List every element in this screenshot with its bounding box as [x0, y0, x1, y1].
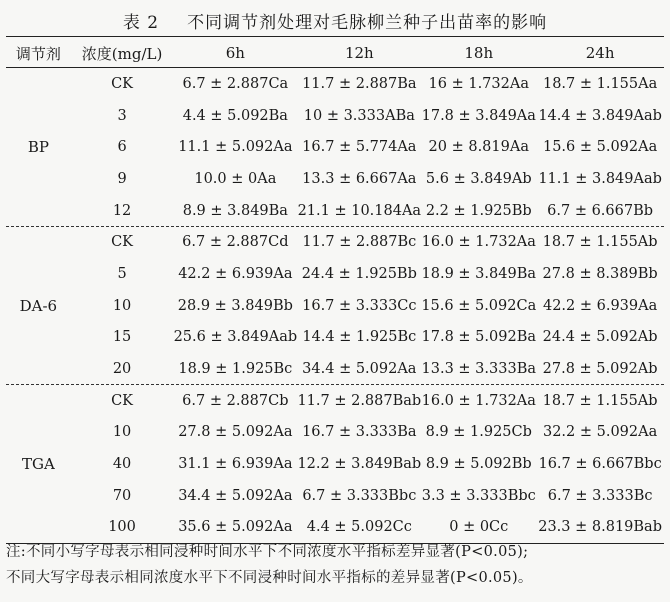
value-12h-cell: 21.1 ± 10.184Aa: [297, 202, 422, 219]
header-cell-24h: 24h: [585, 44, 615, 62]
table-row: [6, 417, 664, 449]
value-6h-cell: 8.9 ± 3.849Ba: [182, 202, 288, 219]
value-12h-cell: 16.7 ± 3.333Ba: [302, 424, 417, 441]
value-12h-cell: 16.7 ± 5.774Aa: [302, 139, 417, 156]
value-18h-cell: 8.9 ± 1.925Cb: [425, 424, 532, 441]
value-6h-cell: 27.8 ± 5.092Aa: [178, 424, 293, 441]
table-row: [6, 290, 664, 322]
table-row: [6, 226, 664, 258]
value-18h-cell: 2.2 ± 1.925Bb: [425, 202, 532, 219]
value-18h-cell: 0 ± 0Cc: [449, 519, 509, 536]
concentration-cell: CK: [111, 75, 134, 92]
header-cell-18h: 18h: [464, 44, 494, 62]
value-6h-cell: 6.7 ± 2.887Ca: [182, 75, 289, 92]
data-table: [6, 38, 664, 543]
value-12h-cell: 34.4 ± 5.092Aa: [302, 361, 417, 378]
value-24h-cell: 23.3 ± 8.819Bab: [538, 519, 662, 536]
table-row: [6, 195, 664, 227]
table-row: [6, 163, 664, 195]
header-cell-regulator: 调节剂: [15, 44, 61, 63]
value-18h-cell: 5.6 ± 3.849Ab: [425, 170, 532, 187]
value-18h-cell: 13.3 ± 3.333Ba: [421, 361, 536, 378]
concentration-cell: CK: [111, 234, 134, 251]
concentration-cell: 10: [112, 297, 132, 314]
value-12h-cell: 12.2 ± 3.849Bab: [297, 456, 422, 473]
table-row: [6, 512, 664, 544]
header-cell-12h: 12h: [344, 44, 374, 62]
footnote-lowercase: 注:不同小写字母表示相同浸种时间水平下不同浓度水平指标差异显著(P<0.05);: [6, 544, 529, 560]
value-6h-cell: 42.2 ± 6.939Aa: [178, 265, 293, 282]
value-12h-cell: 4.4 ± 5.092Cc: [306, 519, 412, 536]
concentration-cell: 10: [112, 424, 132, 441]
value-24h-cell: 18.7 ± 1.155Aa: [542, 75, 658, 92]
value-24h-cell: 27.8 ± 8.389Bb: [542, 265, 658, 282]
table-caption: [0, 8, 670, 33]
value-6h-cell: 35.6 ± 5.092Aa: [178, 519, 293, 536]
header-row: [6, 38, 664, 68]
concentration-cell: 3: [117, 107, 127, 124]
value-6h-cell: 18.9 ± 1.925Bc: [178, 361, 293, 378]
value-18h-cell: 16.0 ± 1.732Aa: [421, 234, 536, 251]
table-number: 表 2: [122, 13, 160, 33]
value-12h-cell: 6.7 ± 3.333Bbc: [302, 487, 417, 504]
value-6h-cell: 28.9 ± 3.849Bb: [177, 297, 293, 314]
table-row: [6, 100, 664, 132]
value-24h-cell: 27.8 ± 5.092Ab: [542, 361, 658, 378]
value-18h-cell: 16 ± 1.732Aa: [428, 75, 529, 92]
value-12h-cell: 11.7 ± 2.887Ba: [302, 75, 417, 92]
value-24h-cell: 18.7 ± 1.155Ab: [542, 234, 658, 251]
concentration-cell: 20: [112, 361, 132, 378]
value-24h-cell: 15.6 ± 5.092Aa: [542, 139, 658, 156]
concentration-cell: 100: [108, 519, 136, 536]
table-body: [6, 68, 664, 543]
value-12h-cell: 24.4 ± 1.925Bb: [301, 265, 417, 282]
value-6h-cell: 31.1 ± 6.939Aa: [178, 456, 293, 473]
concentration-cell: 12: [112, 202, 132, 219]
concentration-cell: 70: [112, 487, 132, 504]
footnote-uppercase: 不同大写字母表示相同浓度水平下不同浸种时间水平指标的差异显著(P<0.05)。: [6, 570, 533, 586]
table-row: [6, 480, 664, 512]
value-6h-cell: 34.4 ± 5.092Aa: [178, 487, 293, 504]
value-24h-cell: 16.7 ± 6.667Bbc: [538, 456, 662, 473]
value-18h-cell: 16.0 ± 1.732Aa: [421, 392, 536, 409]
value-18h-cell: 17.8 ± 3.849Aa: [421, 107, 536, 124]
table-row: [6, 322, 664, 354]
value-12h-cell: 14.4 ± 1.925Bc: [302, 329, 417, 346]
top-rule: [6, 36, 664, 37]
value-24h-cell: 6.7 ± 3.333Bc: [547, 487, 653, 504]
value-24h-cell: 6.7 ± 6.667Bb: [547, 202, 654, 219]
value-18h-cell: 8.9 ± 5.092Bb: [425, 456, 532, 473]
value-18h-cell: 15.6 ± 5.092Ca: [421, 297, 537, 314]
value-18h-cell: 20 ± 8.819Aa: [428, 139, 529, 156]
table-title: 不同调节剂处理对毛脉柳兰种子出苗率的影响: [187, 13, 548, 33]
table-row: [6, 448, 664, 480]
value-18h-cell: 17.8 ± 5.092Ba: [421, 329, 536, 346]
table-row: [6, 353, 664, 385]
value-24h-cell: 32.2 ± 5.092Aa: [542, 424, 658, 441]
table-row: [6, 258, 664, 290]
value-24h-cell: 42.2 ± 6.939Aa: [542, 297, 658, 314]
value-12h-cell: 10 ± 3.333ABa: [303, 107, 415, 124]
value-24h-cell: 18.7 ± 1.155Ab: [542, 392, 658, 409]
concentration-cell: CK: [111, 392, 134, 409]
value-18h-cell: 3.3 ± 3.333Bbc: [421, 487, 536, 504]
value-6h-cell: 4.4 ± 5.092Ba: [182, 107, 288, 124]
value-18h-cell: 18.9 ± 3.849Ba: [421, 265, 536, 282]
value-6h-cell: 10.0 ± 0Aa: [194, 170, 277, 187]
value-6h-cell: 11.1 ± 5.092Aa: [178, 139, 293, 156]
value-6h-cell: 6.7 ± 2.887Cd: [182, 234, 289, 251]
concentration-cell: 5: [117, 265, 127, 282]
value-6h-cell: 25.6 ± 3.849Aab: [173, 329, 298, 346]
table-row: [6, 68, 664, 100]
regulator-cell: DA-6: [19, 296, 58, 315]
value-24h-cell: 11.1 ± 3.849Aab: [538, 170, 662, 187]
header-cell-concentration: 浓度(mg/L): [81, 44, 163, 63]
concentration-cell: 9: [117, 170, 127, 187]
value-12h-cell: 16.7 ± 3.333Cc: [302, 297, 417, 314]
regulator-cell: BP: [27, 138, 49, 157]
concentration-cell: 15: [112, 329, 132, 346]
value-24h-cell: 14.4 ± 3.849Aab: [538, 107, 662, 124]
value-12h-cell: 13.3 ± 6.667Aa: [302, 170, 417, 187]
value-12h-cell: 11.7 ± 2.887Bc: [302, 234, 417, 251]
concentration-cell: 40: [112, 456, 132, 473]
header-cell-6h: 6h: [225, 44, 245, 62]
regulator-cell: TGA: [21, 455, 55, 474]
table-row: [6, 131, 664, 163]
value-24h-cell: 24.4 ± 5.092Ab: [542, 329, 658, 346]
value-12h-cell: 11.7 ± 2.887Bab: [297, 392, 422, 409]
table-row: [6, 385, 664, 417]
value-6h-cell: 6.7 ± 2.887Cb: [182, 392, 289, 409]
concentration-cell: 6: [117, 139, 127, 156]
